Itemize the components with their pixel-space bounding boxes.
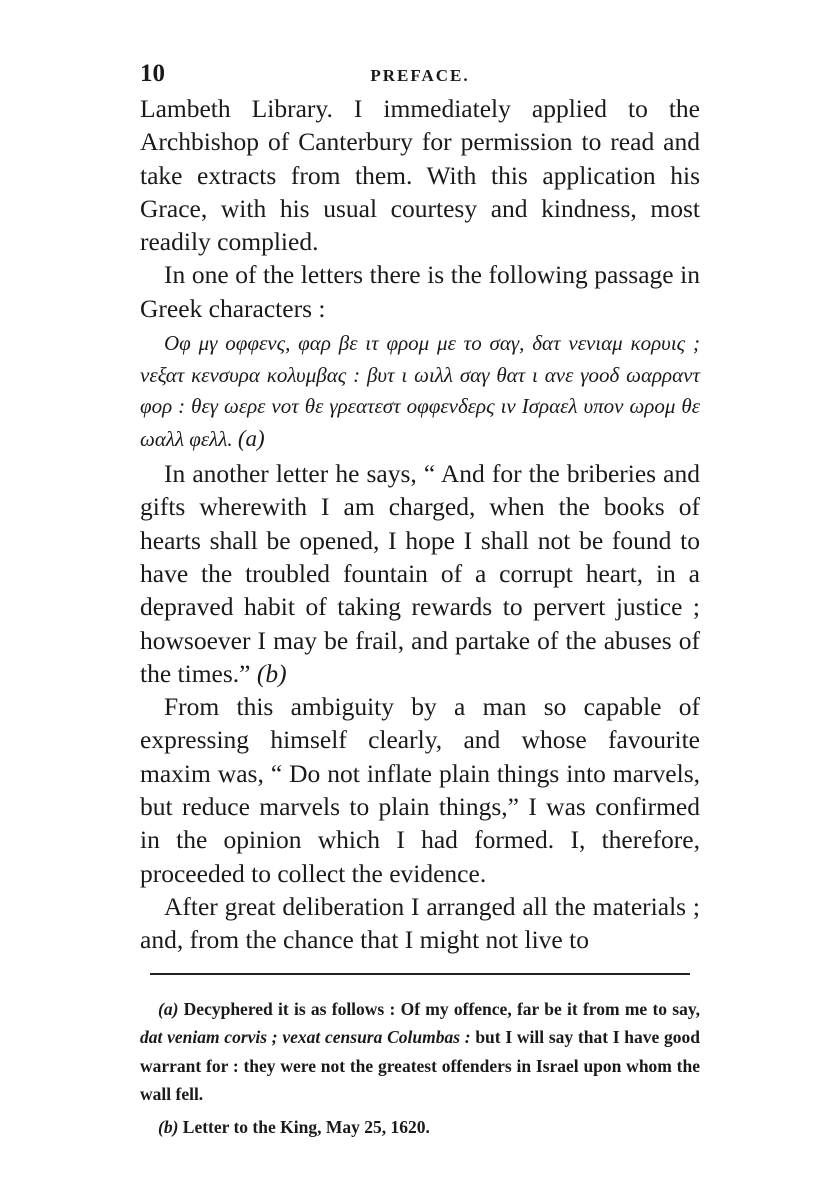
footnote-ref-b: (b)	[256, 658, 287, 688]
page-number: 10	[140, 60, 165, 87]
greek-passage	[140, 328, 700, 455]
paragraph-3-text: In another letter he says, “ And for the briberies and gifts wherewith I am charged, when the books of hearts shall be opened, I hope I shall not be found to have the troubled fountain of a corrupt heart, in a depraved habit of taking rewards to pervert justice ; howsoever I may be frail, and partake of the abuses of the times.”	[140, 459, 700, 688]
footnotes	[140, 995, 700, 1142]
footnote-a-marker: (a)	[158, 998, 179, 1019]
main-text	[140, 92, 700, 957]
running-head: PREFACE.	[370, 66, 470, 85]
footnote-b-marker: (b)	[158, 1116, 179, 1137]
paragraph-1: Lambeth Library. I immediately applied to the Archbishop of Canterbury for permission to read and take extracts from them. With this application his Grace, with his usual courtesy and kindness, most readily complied.	[140, 94, 700, 257]
paragraph-2: In one of the letters there is the following passage in Greek characters :	[140, 260, 700, 323]
page-header	[140, 60, 700, 92]
footnote-b-text: Letter to the King, May 25, 1620.	[182, 1116, 430, 1137]
footnote-a-latin: dat veniam corvis ; vexat censura Columbas :	[140, 1027, 471, 1048]
book-page	[140, 60, 700, 1141]
footnote-b	[140, 1113, 700, 1142]
footnote-a	[140, 995, 700, 1109]
footnote-ref-a: (a)	[237, 425, 265, 451]
greek-text: Οφ μγ οφφενς, φαρ βε ιτ φρομ με το σαγ, δατ νενιαμ κορυις ; νεξατ κενσυρα κολυμβας : βυτ ι ωιλλ σαγ θατ ι ανε γοοδ ωαρραντ φορ : θεγ ωερε νοτ θε γρεατεστ οφφενδερς ιν Ισραελ υπον ωρομ θε ωαλλ φελλ.	[140, 331, 700, 451]
paragraph-5: After great deliberation I arranged all the materials ; and, from the chance that I might not live to	[140, 891, 700, 955]
footnote-a-text-1: Decyphered it is as follows : Of my offence, far be it from me to say,	[183, 998, 701, 1019]
paragraph-3	[140, 457, 700, 690]
footnote-a-text-2: but I will say that I have good warrant for : they were not the greatest offenders in Israel upon whom the wall fell.	[140, 1027, 701, 1105]
paragraph-4: From this ambiguity by a man so capable of expressing himself clearly, and whose favourite maxim was, “ Do not inflate plain things into marvels, but reduce marvels to plain things,” I was confirmed in the opinion which I had formed. I, therefore, proceeded to collect the evidence.	[140, 692, 700, 888]
footnote-divider	[150, 973, 690, 975]
